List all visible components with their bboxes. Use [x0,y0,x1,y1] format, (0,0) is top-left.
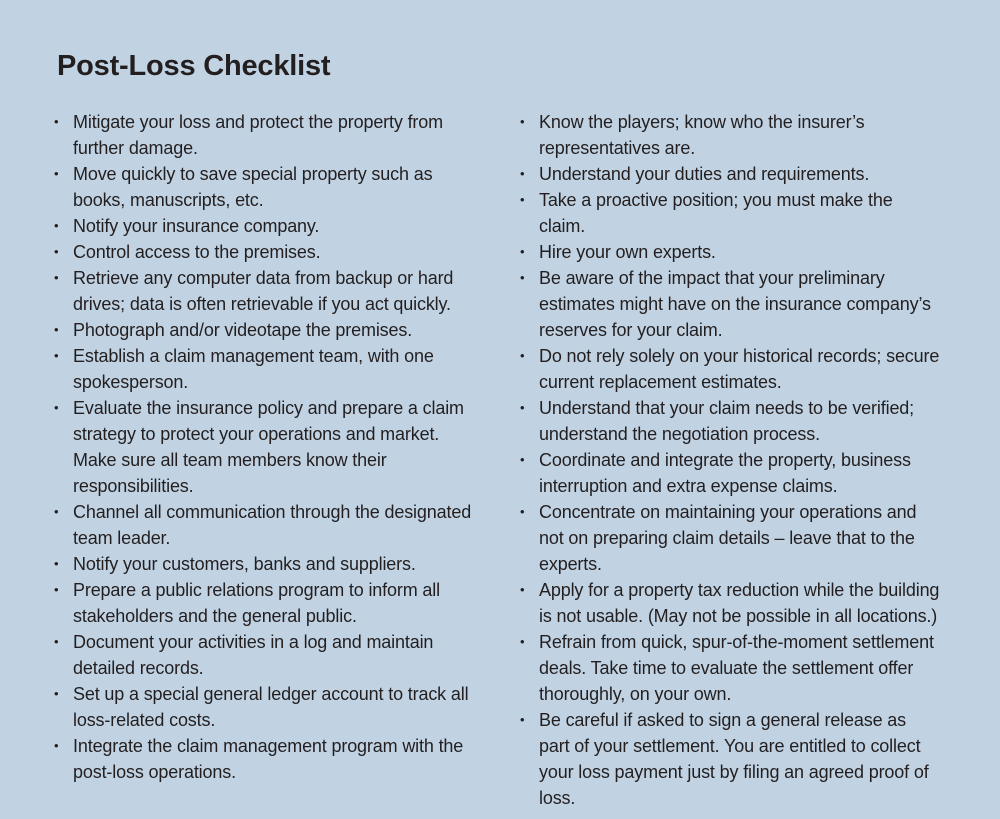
checklist-item [520,447,940,499]
checklist-item [520,395,940,447]
checklist-item-text: Understand your duties and requirements. [539,164,870,184]
checklist-item [54,629,474,681]
checklist-item-text: Move quickly to save special property such as books, manuscripts, etc. [73,164,433,210]
bullet-icon: • [54,504,59,519]
checklist-item [54,161,474,213]
checklist-item-text: Hire your own experts. [539,242,716,262]
checklist-left-column [54,109,474,785]
checklist-item [520,343,940,395]
checklist-right-column [520,109,940,811]
checklist-item [520,629,940,707]
bullet-icon: • [54,114,59,129]
bullet-icon: • [54,244,59,259]
checklist-item-text: Be careful if asked to sign a general release as part of your settlement. You are entitled to collect your loss payment just by filing an agreed proof of loss. [539,710,929,808]
checklist-item-text: Notify your customers, banks and suppliers. [73,554,416,574]
bullet-icon: • [54,686,59,701]
bullet-icon: • [520,244,525,259]
bullet-icon: • [520,452,525,467]
bullet-icon: • [54,322,59,337]
checklist-item-text: Understand that your claim needs to be verified; understand the negotiation process. [539,398,915,444]
bullet-icon: • [520,400,525,415]
checklist-item-text: Refrain from quick, spur-of-the-moment settlement deals. Take time to evaluate the settlement offer thoroughly, on your own. [539,632,934,704]
checklist-item [520,577,940,629]
checklist-item-text: Photograph and/or videotape the premises. [73,320,413,340]
bullet-icon: • [520,114,525,129]
checklist-item [54,265,474,317]
bullet-icon: • [54,270,59,285]
checklist-item-text: Notify your insurance company. [73,216,320,236]
checklist-item [54,551,474,577]
bullet-icon: • [520,634,525,649]
bullet-icon: • [520,348,525,363]
checklist-item-text: Channel all communication through the designated team leader. [73,502,472,548]
checklist-item [54,109,474,161]
bullet-icon: • [520,712,525,727]
checklist-item [54,733,474,785]
checklist-item-text: Mitigate your loss and protect the property from further damage. [73,112,443,158]
checklist-item-text: Establish a claim management team, with one spokesperson. [73,346,434,392]
bullet-icon: • [520,166,525,181]
checklist-item [520,265,940,343]
bullet-icon: • [54,400,59,415]
checklist-item [520,187,940,239]
checklist-item [54,499,474,551]
checklist-item [520,499,940,577]
checklist-item [54,681,474,733]
checklist-item-text: Take a proactive position; you must make the claim. [539,190,893,236]
checklist-item-text: Do not rely solely on your historical records; secure current replacement estimates. [539,346,940,392]
bullet-icon: • [520,582,525,597]
page-title: Post-Loss Checklist [57,50,331,82]
checklist-item-text: Be aware of the impact that your preliminary estimates might have on the insurance company’s reserves for your claim. [539,268,931,340]
bullet-icon: • [520,504,525,519]
bullet-icon: • [54,582,59,597]
checklist-item [54,577,474,629]
checklist-item-text: Evaluate the insurance policy and prepare a claim strategy to protect your operations and market. Make sure all team members know their responsibilities. [73,398,464,496]
checklist-item [520,707,940,811]
checklist-item-text: Control access to the premises. [73,242,321,262]
bullet-icon: • [54,556,59,571]
checklist-item [54,317,474,343]
bullet-icon: • [54,634,59,649]
checklist-item-text: Set up a special general ledger account to track all loss-related costs. [73,684,469,730]
checklist-item-text: Retrieve any computer data from backup or hard drives; data is often retrievable if you act quickly. [73,268,454,314]
checklist-item [54,395,474,499]
checklist-item-text: Prepare a public relations program to inform all stakeholders and the general public. [73,580,440,626]
checklist-item-text: Apply for a property tax reduction while the building is not usable. (May not be possible in all locations.) [539,580,940,626]
checklist-item [520,239,940,265]
bullet-icon: • [54,218,59,233]
checklist-item-text: Document your activities in a log and maintain detailed records. [73,632,434,678]
checklist-item-text: Concentrate on maintaining your operations and not on preparing claim details – leave that to the experts. [539,502,917,574]
bullet-icon: • [520,270,525,285]
checklist-item [520,109,940,161]
checklist-item [54,239,474,265]
checklist-item [54,343,474,395]
checklist-item-text: Integrate the claim management program with the post-loss operations. [73,736,464,782]
bullet-icon: • [520,192,525,207]
checklist-item [54,213,474,239]
bullet-icon: • [54,166,59,181]
checklist-item [520,161,940,187]
checklist-item-text: Know the players; know who the insurer’s representatives are. [539,112,865,158]
bullet-icon: • [54,348,59,363]
checklist-item-text: Coordinate and integrate the property, business interruption and extra expense claims. [539,450,911,496]
bullet-icon: • [54,738,59,753]
